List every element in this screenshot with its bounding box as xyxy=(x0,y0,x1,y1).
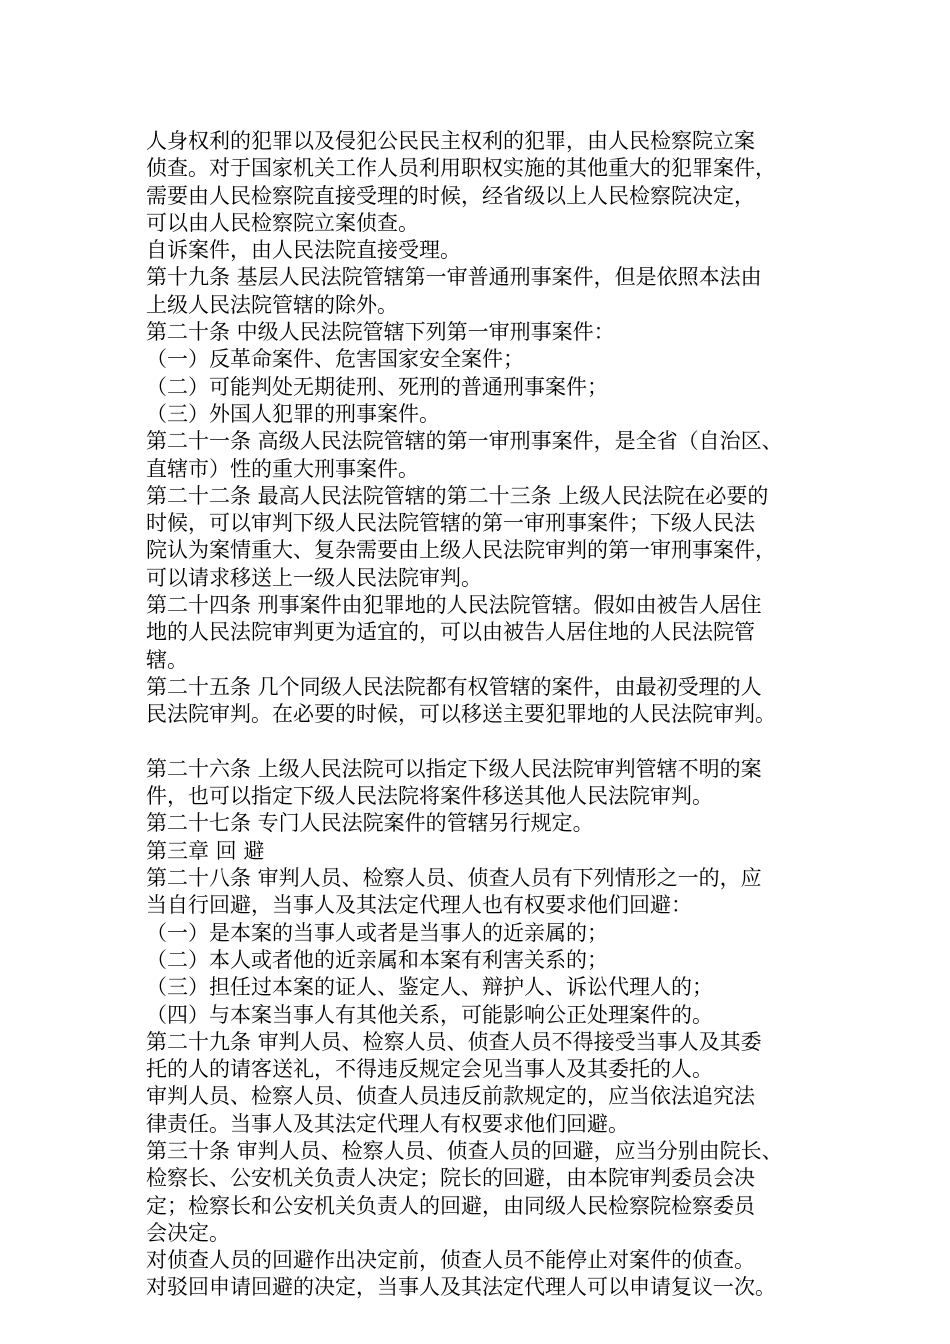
article-25: 第二十五条 几个同级人民法院都有权管辖的案件，由最初受理的人 xyxy=(146,674,762,699)
list-item: （一）反革命案件、危害国家安全案件； xyxy=(146,347,524,372)
list-item: （二）可能判处无期徒刑、死刑的普通刑事案件； xyxy=(146,374,608,399)
text-line: 律责任。当事人及其法定代理人有权要求他们回避。 xyxy=(146,1111,629,1136)
text-line: 院认为案情重大、复杂需要由上级人民法院审判的第一审刑事案件， xyxy=(146,538,776,563)
text-line: 侦查。对于国家机关工作人员利用职权实施的其他重大的犯罪案件， xyxy=(146,156,776,181)
list-item: （三）外国人犯罪的刑事案件。 xyxy=(146,401,440,426)
text-line: 时候，可以审判下级人民法院管辖的第一审刑事案件；下级人民法 xyxy=(146,511,755,536)
list-item: （三）担任过本案的证人、鉴定人、辩护人、诉讼代理人的； xyxy=(146,975,713,1000)
article-21: 第二十一条 高级人民法院管辖的第一审刑事案件，是全省（自治区、 xyxy=(146,429,783,454)
article-26: 第二十六条 上级人民法院可以指定下级人民法院审判管辖不明的案 xyxy=(146,756,762,781)
document-body xyxy=(146,128,836,1302)
text-line: 直辖市）性的重大刑事案件。 xyxy=(146,456,419,481)
text-line: 可以请求移送上一级人民法院审判。 xyxy=(146,565,482,590)
article-20: 第二十条 中级人民法院管辖下列第一审刑事案件： xyxy=(146,320,615,345)
article-22: 第二十二条 最高人民法院管辖的第二十三条 上级人民法院在必要的 xyxy=(146,483,769,508)
paragraph-gap xyxy=(146,729,836,756)
article-24: 第二十四条 刑事案件由犯罪地的人民法院管辖。假如由被告人居住 xyxy=(146,593,762,618)
text-line: 地的人民法院审判更为适宜的，可以由被告人居住地的人民法院管 xyxy=(146,620,755,645)
text-line: 辖。 xyxy=(146,647,188,672)
article-27: 第二十七条 专门人民法院案件的管辖另行规定。 xyxy=(146,811,594,836)
text-line: 定；检察长和公安机关负责人的回避，由同级人民检察院检察委员 xyxy=(146,1193,755,1218)
article-29: 第二十九条 审判人员、检察人员、侦查人员不得接受当事人及其委 xyxy=(146,1029,762,1054)
text-line: 人身权利的犯罪以及侵犯公民民主权利的犯罪，由人民检察院立案 xyxy=(146,129,755,153)
text-line: 可以由人民检察院立案侦查。 xyxy=(146,210,419,235)
text-line: 对驳回申请回避的决定，当事人及其法定代理人可以申请复议一次。 xyxy=(146,1275,776,1300)
list-item: （二）本人或者他的近亲属和本案有利害关系的； xyxy=(146,947,608,972)
text-line: 件，也可以指定下级人民法院将案件移送其他人民法院审判。 xyxy=(146,784,713,809)
text-line: 民法院审判。在必要的时候，可以移送主要犯罪地的人民法院审判。 xyxy=(146,702,776,727)
text-line: 托的人的请客送礼，不得违反规定会见当事人及其委托的人。 xyxy=(146,1057,713,1082)
article-28: 第二十八条 审判人员、检察人员、侦查人员有下列情形之一的，应 xyxy=(146,866,762,891)
text-line: 当自行回避，当事人及其法定代理人也有权要求他们回避： xyxy=(146,893,692,918)
list-item: （四）与本案当事人有其他关系，可能影响公正处理案件的。 xyxy=(146,1002,713,1027)
article-19: 第十九条 基层人民法院管辖第一审普通刑事案件，但是依照本法由 xyxy=(146,265,762,290)
text-line: 自诉案件，由人民法院直接受理。 xyxy=(146,238,461,263)
chapter-heading: 第三章 回 避 xyxy=(146,838,265,863)
text-line: 对侦查人员的回避作出决定前，侦查人员不能停止对案件的侦查。 xyxy=(146,1248,755,1273)
article-30: 第三十条 审判人员、检察人员、侦查人员的回避，应当分别由院长、 xyxy=(146,1138,783,1163)
list-item: （一）是本案的当事人或者是当事人的近亲属的； xyxy=(146,920,608,945)
text-line: 需要由人民检察院直接受理的时候，经省级以上人民检察院决定， xyxy=(146,183,755,208)
text-line: 会决定。 xyxy=(146,1220,230,1245)
text-line: 审判人员、检察人员、侦查人员违反前款规定的，应当依法追究法 xyxy=(146,1084,755,1109)
text-line: 检察长、公安机关负责人决定；院长的回避，由本院审判委员会决 xyxy=(146,1166,755,1191)
text-line: 上级人民法院管辖的除外。 xyxy=(146,292,398,317)
